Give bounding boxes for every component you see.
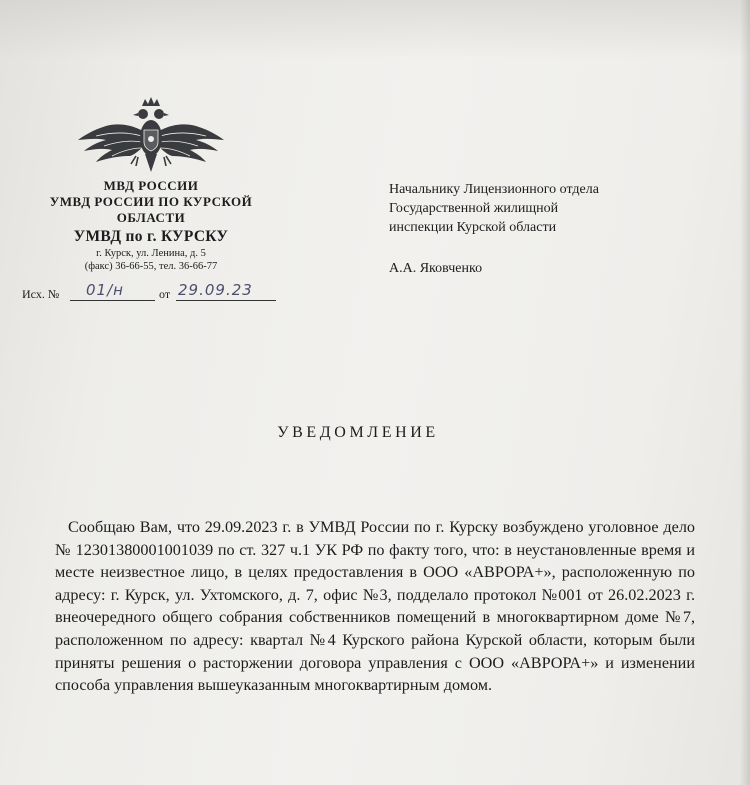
scan-shadow bbox=[0, 0, 750, 60]
recipient-region: инспекции Курской области bbox=[389, 220, 557, 235]
outgoing-date-line bbox=[176, 300, 276, 301]
sender-office: УМВД по г. КУРСКУ bbox=[73, 228, 229, 245]
crown-icon bbox=[142, 97, 160, 106]
outgoing-number-handwritten: 01/н bbox=[86, 281, 124, 299]
sender-address: г. Курск, ул. Ленина, д. 5 bbox=[96, 248, 206, 259]
recipient-name: А.А. Яковченко bbox=[389, 261, 483, 276]
recipient-position: Начальнику Лицензионного отдела bbox=[389, 182, 599, 197]
sender-ministry: МВД РОССИИ bbox=[103, 178, 199, 193]
eagle-emblem-icon bbox=[76, 96, 226, 178]
outgoing-number-label: Исх. № bbox=[22, 287, 60, 301]
outgoing-reference bbox=[22, 281, 284, 303]
sender-phones: (факс) 36-66-55, тел. 36-66-77 bbox=[84, 261, 218, 272]
outgoing-date-label: от bbox=[159, 287, 171, 301]
outgoing-date-handwritten: 29.09.23 bbox=[178, 281, 253, 299]
document-title: УВЕДОМЛЕНИЕ bbox=[277, 424, 439, 441]
page-edge-shadow bbox=[740, 0, 750, 785]
recipient-organization: Государственной жилищной bbox=[389, 201, 559, 216]
sender-region: ОБЛАСТИ bbox=[116, 210, 186, 225]
sender-department: УМВД РОССИИ ПО КУРСКОЙ bbox=[49, 194, 253, 209]
recipient-block bbox=[389, 180, 689, 278]
sender-block bbox=[10, 178, 292, 273]
outgoing-number-line bbox=[70, 300, 155, 301]
document-body: Сообщаю Вам, что 29.09.2023 г. в УМВД России по г. Курску возбуждено уголовное дело № 12301380001001039 по ст. 327 ч.1 УК РФ по факту того, что: в неустановленные время и месте неизвестное лицо, в целях предоставления в ООО «АВРОРА+», расположенную по адресу: г. Курск, ул. Ухтомского, д. 7, офис №3, подделало протокол №001 от 26.02.2023 г. внеочередного общего собрания собственников помещений в многоквартирном доме №7, расположенном по адресу: квартал №4 Курского района Курской области, которым были приняты решения о расторжении договора управления с ООО «АВРОРА+» и изменении способа управления вышеуказанным многоквартирным домом. bbox=[55, 518, 695, 695]
